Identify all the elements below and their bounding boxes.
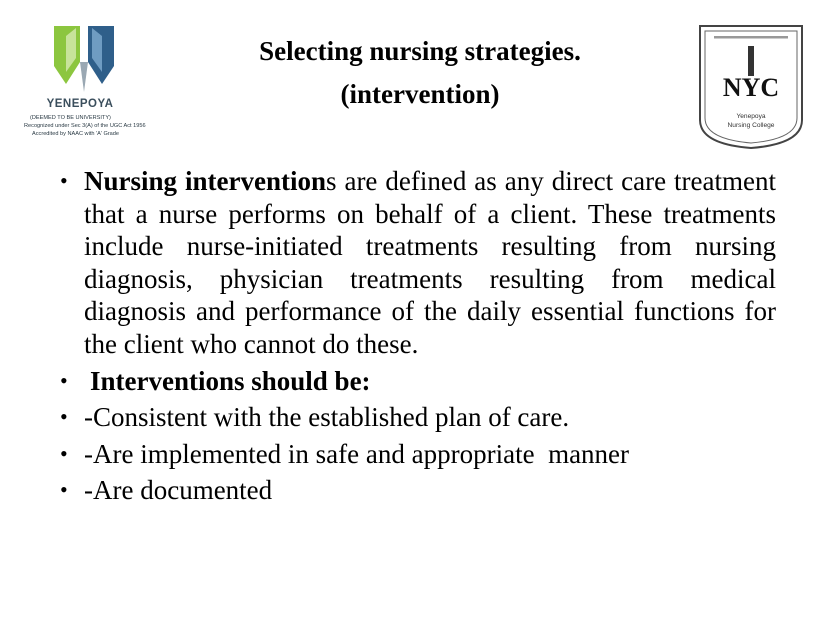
consistent-text: -Consistent with the established plan of care. — [84, 402, 570, 433]
nursing-college-caption-line1: Yenepoya — [736, 113, 766, 120]
bullet-item-definition — [60, 165, 776, 361]
logo-line-deemed: (DEEMED TO BE UNIVERSITY) — [30, 115, 111, 121]
bullet-dot: • — [60, 367, 68, 393]
yenepoya-brand-text: YENEPOYA — [46, 98, 114, 110]
bullet-dot: • — [60, 168, 68, 193]
documented-text: -Are documented — [84, 475, 273, 506]
bullet-dot: • — [60, 404, 68, 430]
bullet-item-consistent — [60, 401, 776, 434]
title-line-1: Selecting nursing strategies. — [259, 36, 581, 66]
implemented-text: -Are implemented in safe and appropriate manner — [84, 438, 630, 469]
bullet-item-documented — [60, 474, 776, 507]
logo-line-accredited: Accredited by NAAC with 'A' Grade — [32, 131, 120, 137]
bullet-item-should-be — [60, 365, 776, 398]
yenepoya-emblem-icon — [46, 22, 122, 94]
definition-term: Nursing intervention — [84, 166, 326, 196]
bullet-item-implemented — [60, 438, 776, 471]
yenepoya-university-logo — [24, 22, 144, 154]
bullet-dot: • — [60, 477, 68, 503]
bullet-list — [60, 165, 776, 507]
logo-line-recognized: Recognized under Sec 3(A) of the UGC Act 1956 — [24, 123, 146, 129]
slide-title — [160, 30, 680, 116]
title-line-2: (intervention) — [340, 79, 500, 109]
crest-monogram: NYC — [722, 73, 780, 102]
bullet-dot: • — [60, 440, 68, 466]
yenepoya-nursing-college-logo — [694, 22, 808, 150]
definition-text: s are defined as any direct care treatment that a nurse performs on behalf of a client. These treatments include nurse-initiated treatments resulting from nursing diagnosis, physician treatments resulting from medical diagnosis and performance of the daily essential functions for the client who cannot do these. — [84, 166, 776, 359]
should-be-heading: Interventions should be: — [90, 365, 371, 396]
nursing-college-crest-icon — [694, 22, 808, 150]
nursing-college-caption-line2: Nursing College — [727, 122, 775, 129]
